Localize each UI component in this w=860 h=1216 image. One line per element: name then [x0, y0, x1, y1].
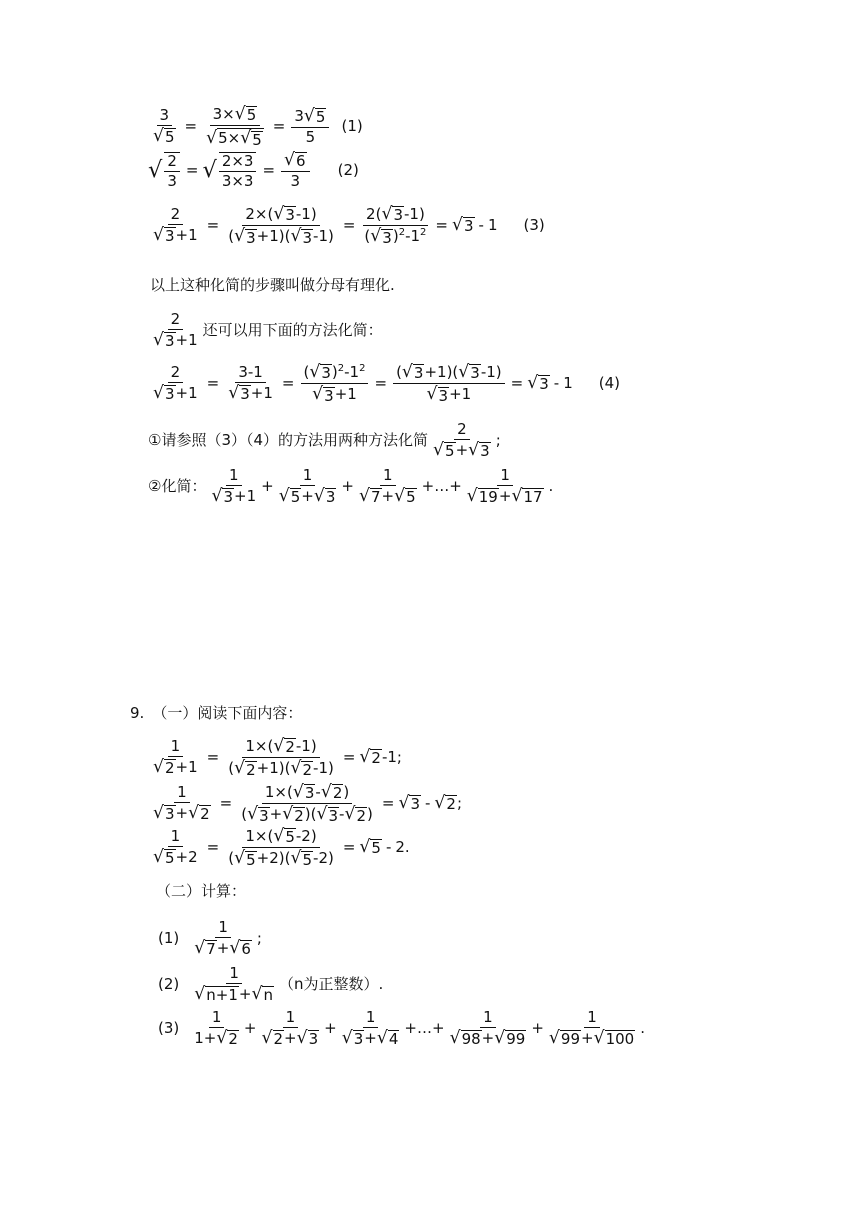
fraction: 1 √ 5 + √ 3 [278, 466, 336, 507]
example-line-1: 1 √ 2 +1 = 1×( √ 2 -1) ( √ 2 +1)( √ 2 -1) = √ 2 -1; [148, 738, 402, 778]
fraction: 1×( √ 2 -1) ( √ 2 +1)( √ 2 -1) [228, 736, 334, 779]
fraction: 2 √ 5 + √ 3 [433, 420, 490, 461]
fraction: 1×( √ 5 -2) ( √ 5 +2)( √ 5 -2) [228, 826, 334, 869]
fraction: 2×( √ 3 -1) ( √ 3 +1)( √ 3 -1) [228, 204, 334, 247]
equation-label: (2) [337, 161, 359, 180]
item-note: （n为正整数）. [278, 975, 384, 994]
equation-label: (4) [598, 374, 620, 393]
equation-label: (3) [523, 216, 545, 235]
fraction: $\frac{2}{3}$ [164, 152, 180, 189]
fraction: 2 √ 3 +1 [153, 310, 198, 351]
intro-line [148, 312, 383, 349]
part-two-heading: （二）计算： [156, 882, 247, 900]
fraction: 2 √ 3 +1 [153, 363, 198, 404]
fraction: 3 √ 5 5 [291, 108, 329, 145]
equation-line-2: √ $\frac{2}{3}$ = √ $\frac{2\times 3}{3\times 3}$ = √ 6 3 (2) [148, 150, 359, 191]
fraction: ( √ 3 +1)( √ 3 -1) √ 3 +1 [393, 364, 505, 404]
question-2: ②化简： 1 √ 3 +1 + 1 √ 5 + √ 3 + 1 √ 7 + √ 5 +…+ 1 √ 19 + √ 17 . [148, 466, 554, 507]
item-label: (2) [158, 975, 180, 994]
equation-line-1: 3 √ 5 = 3× √ 5 √ 5× √ 5 = 3 √ 5 5 (1) [148, 106, 363, 148]
item-label: (1) [158, 929, 180, 948]
fraction: 1×( √ 3 - √ 2 ) ( √ 3 + √ 2 )( √ 3 - √ 2 ) [241, 782, 373, 825]
fraction: 1 √ 98 + √ 99 [449, 1008, 526, 1049]
calc-item-2 [158, 966, 383, 1003]
fraction: ( √ 3 )$^2-1^2$ √ 3 +1 [301, 364, 369, 404]
question-2-text: ②化简： [148, 477, 207, 496]
fraction: 2( √ 3 -1) ( √ 3 )$^2-1^2$ [364, 204, 427, 247]
equation-line-4: 2 √ 3 +1 = 3-1 √ 3 +1 = ( √ 3 )$^2-1^2$ √ 3 +1 = ( √ 3 +1)( √ 3 -1) √ 3 +1 = √ 3 - 1 (4) [148, 364, 620, 404]
fraction: 1 1+ √ 2 [194, 1008, 238, 1049]
problem-number: 9. [130, 704, 145, 722]
equation-line-3: 2 √ 3 +1 = 2×( √ 3 -1) ( √ 3 +1)( √ 3 -1) = 2( √ 3 -1) ( √ 3 )$^2-1^2$ = √ 3 - 1 (3) [148, 206, 545, 246]
fraction: 1 √ 3 + √ 2 [153, 783, 210, 824]
intro-text: 还可以用下面的方法化简： [202, 321, 383, 340]
problem-title: （一）阅读下面内容： [152, 704, 303, 722]
fraction: 3-1 √ 3 +1 [228, 363, 273, 404]
question-1-text: ①请参照（3）（4）的方法用两种方法化简 [148, 431, 429, 450]
fraction: 1 √ 5 +2 [153, 827, 198, 868]
note-text: 以上这种化简的步骤叫做分母有理化. [150, 276, 395, 294]
equation-label: (1) [341, 117, 363, 136]
fraction: 1 √ 3 + √ 4 [341, 1008, 399, 1049]
fraction: 3 √ 5 [153, 106, 175, 147]
calc-item-1: (1) 1 √ 7 + √ 6 ; [158, 918, 262, 959]
fraction: 1 √ 99 + √ 100 [548, 1008, 635, 1049]
fraction: 1 √ 3 +1 [211, 466, 257, 507]
question-1: ①请参照（3）（4）的方法用两种方法化简 2 √ 5 + √ 3 ; [148, 420, 501, 461]
fraction: 1 √ 7 + √ 6 [194, 918, 251, 959]
fraction: √ 6 3 [281, 152, 310, 189]
example-line-2: 1 √ 3 + √ 2 = 1×( √ 3 - √ 2 ) ( √ 3 + √ 2 )( √ 3 - √ 2 ) = √ 3 - √ 2 ; [148, 784, 462, 824]
calc-item-3: (3) 1 1+ √ 2 + 1 √ 2 + √ 3 + 1 √ 3 + √ 4 +…+ 1 √ 98 + √ 99 + 1 √ 99 + √ 100 . [158, 1008, 645, 1049]
fraction: $\frac{2\times 3}{3\times 3}$ [219, 152, 257, 189]
fraction: 3× √ 5 √ 5× √ 5 [206, 104, 262, 149]
fraction: 1 √ 19 + √ 17 [466, 466, 543, 507]
example-line-3: 1 √ 5 +2 = 1×( √ 5 -2) ( √ 5 +2)( √ 5 -2) = √ 5 - 2. [148, 828, 410, 868]
fraction: 1 √ 2 +1 [153, 737, 198, 778]
problem-9-header [130, 706, 302, 721]
item-label: (3) [158, 1019, 180, 1038]
fraction: 2 √ 3 +1 [153, 205, 198, 246]
fraction: 1 √ n+1 + √ n [194, 964, 273, 1005]
fraction: 1 √ 7 + √ 5 [358, 466, 416, 507]
fraction: 1 √ 2 + √ 3 [261, 1008, 319, 1049]
